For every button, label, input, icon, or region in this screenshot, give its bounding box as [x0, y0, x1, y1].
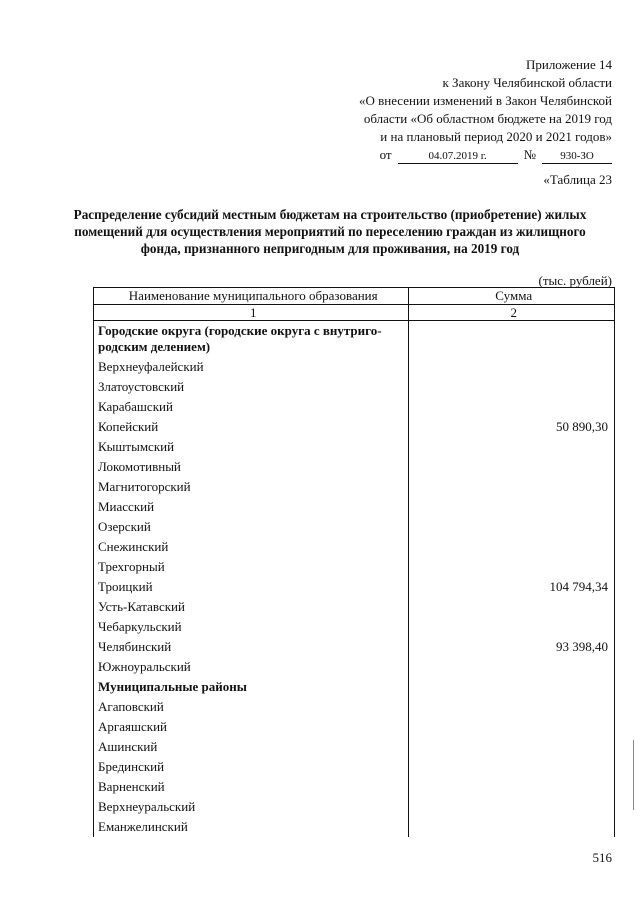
subsidy-amount	[409, 357, 615, 377]
municipality-name: Усть-Катавский	[94, 597, 409, 617]
document-title: Распределение субсидий местным бюджетам на строительство (приобретение) жилых помещений для осуществления мероприятий по переселению граждан из жилищного фонда, признанного непригодным для проживания, на 2019 год	[73, 207, 587, 256]
municipality-name: Трехгорный	[94, 557, 409, 577]
municipality-name: Златоустовский	[94, 377, 409, 397]
subsidy-amount	[409, 557, 615, 577]
table-row	[94, 377, 615, 397]
municipality-name: Миасский	[94, 497, 409, 517]
municipality-name: Локомотивный	[94, 457, 409, 477]
municipality-name: Южноуральский	[94, 657, 409, 677]
header-municipality: Наименование муниципального образования	[94, 288, 409, 305]
municipality-name: Карабашский	[94, 397, 409, 417]
subsidy-amount	[409, 437, 615, 457]
municipality-name: Агаповский	[94, 697, 409, 717]
table-header-row	[94, 288, 615, 305]
table-row	[94, 717, 615, 737]
municipality-name: Ашинский	[94, 737, 409, 757]
group-row	[94, 321, 615, 358]
table-row	[94, 797, 615, 817]
subsidy-amount	[409, 777, 615, 797]
subsidy-amount: 50 890,30	[409, 417, 615, 437]
table-row	[94, 357, 615, 377]
margin-line	[633, 740, 634, 810]
municipality-name: Магнитогорский	[94, 477, 409, 497]
municipality-name: Троицкий	[94, 577, 409, 597]
municipality-name: Брединский	[94, 757, 409, 777]
table-row	[94, 497, 615, 517]
table-label: «Таблица 23	[543, 172, 612, 187]
municipality-name: Озерский	[94, 517, 409, 537]
municipality-name: Верхнеуральский	[94, 797, 409, 817]
table-row	[94, 757, 615, 777]
table-row	[94, 737, 615, 757]
subsidy-amount	[409, 817, 615, 837]
law-number: 930-ЗО	[542, 150, 612, 164]
subsidy-amount	[409, 397, 615, 417]
subsidy-amount	[409, 497, 615, 517]
subsidy-amount	[409, 457, 615, 477]
table-row	[94, 417, 615, 437]
units-label: (тыс. рублей)	[538, 273, 612, 288]
subsidy-amount	[409, 477, 615, 497]
subsidy-amount	[409, 757, 615, 777]
subsidy-amount	[409, 377, 615, 397]
table-row	[94, 577, 615, 597]
municipality-name: Еманжелинский	[94, 817, 409, 837]
appendix-header	[252, 56, 612, 164]
municipality-name: Копейский	[94, 417, 409, 437]
appendix-line: области «Об областном бюджете на 2019 год	[363, 111, 612, 126]
subsidy-amount	[409, 537, 615, 557]
table-row	[94, 517, 615, 537]
date-prefix: от	[379, 147, 392, 162]
subsidy-amount: 104 794,34	[409, 577, 615, 597]
subsidy-amount	[409, 677, 615, 697]
appendix-line: и на плановый период 2020 и 2021 годов»	[380, 129, 612, 144]
law-date: 04.07.2019 г.	[398, 150, 518, 164]
subsidy-amount	[409, 717, 615, 737]
page-number: 516	[592, 850, 612, 865]
municipality-name: Варненский	[94, 777, 409, 797]
appendix-line: к Закону Челябинской области	[442, 75, 612, 90]
subsidy-table	[93, 287, 615, 837]
subsidy-amount	[409, 617, 615, 637]
municipality-name: Снежинский	[94, 537, 409, 557]
table-row	[94, 657, 615, 677]
appendix-line: Приложение 14	[525, 57, 612, 72]
table-body	[94, 321, 615, 838]
table-row	[94, 477, 615, 497]
municipality-name: Городские округа (городские округа с внутриго-родским делением)	[94, 321, 409, 358]
subsidy-amount	[409, 797, 615, 817]
subsidy-amount	[409, 597, 615, 617]
municipality-name: Верхнеуфалейский	[94, 357, 409, 377]
table-row	[94, 617, 615, 637]
table-row	[94, 457, 615, 477]
table-row	[94, 397, 615, 417]
municipality-name: Челябинский	[94, 637, 409, 657]
column-number: 2	[409, 305, 615, 321]
table-row	[94, 557, 615, 577]
table-row	[94, 817, 615, 837]
table-row	[94, 597, 615, 617]
table-row	[94, 537, 615, 557]
table-row	[94, 637, 615, 657]
municipality-name: Аргаяшский	[94, 717, 409, 737]
column-number: 1	[94, 305, 409, 321]
subsidy-amount	[409, 321, 615, 358]
number-prefix: №	[523, 147, 536, 162]
municipality-name: Чебаркульский	[94, 617, 409, 637]
table-row	[94, 777, 615, 797]
appendix-line: «О внесении изменений в Закон Челябинской	[358, 93, 612, 108]
law-date-number	[380, 146, 612, 164]
column-number-row	[94, 305, 615, 321]
table-row	[94, 437, 615, 457]
header-sum: Сумма	[409, 288, 615, 305]
group-row	[94, 677, 615, 697]
subsidy-amount	[409, 737, 615, 757]
municipality-name: Кыштымский	[94, 437, 409, 457]
subsidy-amount: 93 398,40	[409, 637, 615, 657]
municipality-name: Муниципальные районы	[94, 677, 409, 697]
subsidy-amount	[409, 657, 615, 677]
subsidy-amount	[409, 697, 615, 717]
subsidy-amount	[409, 517, 615, 537]
table-row	[94, 697, 615, 717]
